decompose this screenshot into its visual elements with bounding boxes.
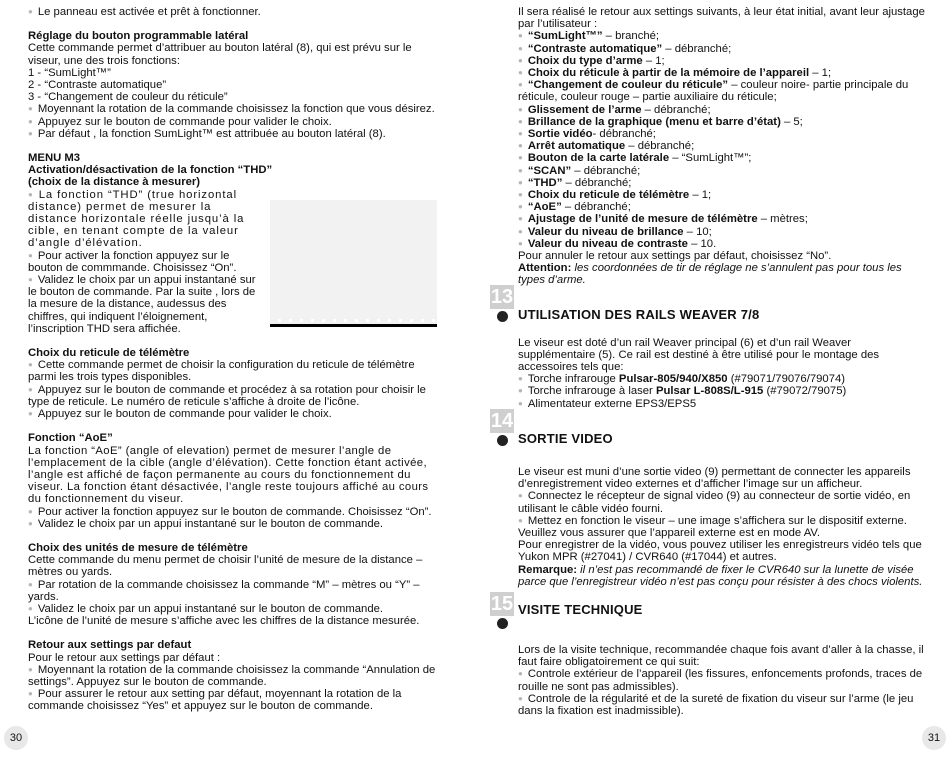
reticle-step-1: ● Cette commande permet de choisir la configuration du reticule de télémètre parmi les trois types disponibles. (28, 359, 438, 383)
accessory-1-label: Torche infrarouge (527, 373, 619, 386)
thd-subheading: (choix de la distance à mesurer) (28, 176, 201, 189)
aoe-heading: Fonction “AoE” (28, 432, 113, 445)
section-15-header (490, 592, 930, 622)
reset-setting-value: – 1; (642, 54, 665, 67)
thd-heading: Activation/désactivation de la fonction “THD” (28, 164, 273, 177)
reset-setting-item (518, 226, 928, 238)
reset-setting-item (518, 238, 928, 250)
weaver-accessory-3: ● Alimentateur externe EPS3/EPS5 (518, 398, 928, 410)
reset-setting-value: – débranché; (562, 176, 632, 189)
reset-setting-name: Bouton de la carte latérale (527, 152, 670, 165)
left-page-column (28, 6, 438, 713)
section-13-number: 13 (490, 286, 514, 308)
page-number-right: 31 (922, 726, 946, 750)
reset-setting-name: “SCAN” (527, 164, 572, 177)
section-15-number: 15 (490, 593, 514, 615)
attention-text: les coordonnées de tir de réglage ne s’annulent pas pour tous les types d’arme. (518, 262, 902, 287)
weaver-description: Le viseur est doté d’un rail Weaver principal (6) et d’un rail Weaver supplémentaire (5). Ce rail est destiné à être utilisé pour le montage des accessoires tels que: (518, 336, 880, 374)
reset-setting-item (518, 104, 928, 116)
units-note: L’icône de l’unité de mesure s’affiche avec les chiffres de la distance mesurée. (28, 615, 420, 628)
reset-settings-list (518, 30, 928, 250)
reset-setting-value: – 5; (780, 115, 803, 128)
reset-setting-value: – débranché; (561, 201, 631, 214)
reset-setting-name: “THD” (527, 176, 563, 189)
accessory-2-label: Torche infrarouge à laser (527, 385, 656, 398)
attention-note (518, 262, 928, 286)
side-button-step-2: ● Appuyez sur le bouton de commande pour valider le choix. (28, 116, 438, 128)
aoe-step-1: ● Pour activer la fonction appuyez sur le bouton de commande. Choisissez “On”. (28, 506, 438, 518)
reset-setting-item (518, 128, 928, 140)
section-14-number: 14 (490, 410, 514, 432)
reset-setting-item (518, 177, 928, 189)
reset-setting-item (518, 140, 928, 152)
reset-setting-item (518, 30, 928, 42)
reset-setting-item (518, 79, 928, 103)
reset-setting-item (518, 152, 928, 164)
thd-display-illustration (270, 200, 437, 327)
section-13-bullet-icon (497, 311, 508, 322)
side-button-option-2: 2 - “Contraste automatique” (28, 79, 167, 92)
accessory-2-codes: (#79072/79075) (763, 385, 847, 398)
section-14-bullet-icon (497, 435, 508, 446)
units-step-1: ● Par rotation de la commande choisissez la commande “M” – mètres ou “Y” – yards. (28, 579, 438, 603)
inspection-step-1: ● Controle extérieur de l’appareil (les fissures, enfoncements profonds, traces de rouille ne sont pas admissibles). (518, 668, 928, 692)
video-step-1: ● Connectez le récepteur de signal video (9) au connecteur de sortie vidéo, en utilisant le câble vidéo fourni. (518, 490, 928, 514)
reticle-step-3: ● Appuyez sur le bouton de commande pour valider le choix. (28, 408, 438, 420)
reticle-heading: Choix du reticule de télémètre (28, 347, 190, 360)
display-status-strip (270, 319, 437, 322)
section-15-title: VISITE TECHNIQUE (518, 602, 643, 617)
reset-setting-value: – 10. (687, 237, 717, 250)
reset-setting-name: Choix du réticule à partir de la mémoire de l’appareil (527, 67, 810, 80)
reset-setting-name: Valeur du niveau de brillance (527, 225, 684, 238)
reset-setting-item (518, 165, 928, 177)
reset-setting-value: – débranché; (625, 140, 695, 153)
reset-setting-name: “SumLight™” (527, 30, 603, 43)
video-step-2: ● Mettez en fonction le viseur – une image s’affichera sur le dispositif externe. Veuillez vous assurer que l’appareil externe est en mode AV. (518, 515, 928, 539)
thd-text-block (28, 189, 263, 335)
side-button-heading: Réglage du bouton programmable latéral (28, 30, 249, 43)
video-description: Le viseur est muni d’une sortie video (9) permettant de connecter les appareils d’enregistrement video externes et d’afficher l’image sur un afficheur. (518, 465, 911, 491)
reset-setting-value: – débranché; (571, 164, 641, 177)
reset-setting-value: – 1; (809, 67, 832, 80)
aoe-step-2: ● Validez le choix par un appui instantané sur le bouton de commande. (28, 518, 438, 530)
reset-setting-name: Brillance de la graphique (menu et barre d’état) (527, 115, 781, 128)
reset-setting-name: Choix du type d’arme (527, 54, 643, 67)
reset-setting-name: Glissement de l’arme (527, 103, 642, 116)
reset-setting-name: Ajustage de l’unité de mesure de télémètre (527, 213, 758, 226)
section-13-title: UTILISATION DES RAILS WEAVER 7/8 (518, 307, 760, 322)
section-14-header (490, 409, 930, 446)
reset-setting-item (518, 43, 928, 55)
reset-setting-item (518, 116, 928, 128)
menu-m3-heading: MENU M3 (28, 152, 81, 165)
reset-setting-item (518, 189, 928, 201)
reset-setting-value: – “SumLight™”; (669, 152, 752, 165)
side-button-description: Cette commande permet d’attribuer au bouton latéral (8), qui est prévu sur le viseur, une des trois fonctions: (28, 42, 412, 67)
remark-label: Remarque: (518, 563, 578, 576)
units-heading: Choix des unités de mesure de télémètre (28, 541, 248, 554)
reset-setting-item (518, 213, 928, 225)
reset-setting-name: Choix du reticule de télémètre (527, 189, 690, 202)
reset-setting-name: “Changement de couleur du réticule” (527, 79, 729, 92)
side-button-step-1: ● Moyennant la rotation de la commande choisissez la fonction que vous désirez. (28, 103, 438, 115)
accessory-1-model: Pulsar-805/940/X850 (618, 373, 728, 386)
side-button-option-3: 3 - “Changement de couleur du réticule” (28, 91, 228, 104)
reset-setting-name: Sortie vidéo (527, 128, 593, 141)
section-15-bullet-icon (497, 618, 508, 629)
reset-setting-value: – 10; (683, 225, 712, 238)
reset-setting-name: “AoE” (527, 201, 562, 214)
section-14-title: SORTIE VIDEO (518, 431, 613, 446)
weaver-accessory-2 (518, 385, 928, 397)
accessory-2-model: Pulsar L-808S/L-915 (655, 385, 764, 398)
video-remark (518, 564, 928, 588)
page-number-left: 30 (4, 726, 28, 750)
reset-setting-name: Valeur du niveau de contraste (527, 237, 688, 250)
reset-setting-name: Arrêt automatique (527, 140, 626, 153)
reset-setting-value: – couleur noire- partie principale du réticule, couleur rouge – partie auxiliaire du réticule; (518, 79, 909, 104)
reset-setting-item (518, 67, 928, 79)
reset-setting-value: – débranché; (662, 42, 732, 55)
video-recorders: Pour enregistrer de la vidéo, vous pouvez utiliser les enregistreurs vidéo tels que Yukon MPR (#27041) / CVR640 (#17044) et autres. (518, 539, 922, 564)
remark-text: il n’est pas recommandé de fixer le CVR640 sur la lunette de visée parce que l’enregistreur vidéo n’est pas conçu pour résister à des chocs violents. (518, 563, 923, 588)
accessory-1-codes: (#79071/79076/79074) (727, 373, 846, 386)
units-description: Cette commande du menu permet de choisir l’unité de mesure de la distance – mètres ou yards. (28, 554, 423, 579)
defaults-step-1: ● Moyennant la rotation de la commande choisissez la commande “Annulation de settings”. Appuyez sur le bouton de commande. (28, 664, 438, 688)
side-button-default: ● Par défaut , la fonction SumLight™ est attribuée au bouton latéral (8). (28, 128, 438, 140)
reset-setting-value: – 1; (689, 189, 712, 202)
thd-step-1: ● La fonction “THD” (true horizontal distance) permet de mesurer la distance horizontale réelle jusqu’à la cible, en tenant compte de la valeur d’angle d’élévation. (28, 189, 263, 250)
reset-setting-name: “Contraste automatique” (527, 42, 663, 55)
reset-setting-value: - débranché; (592, 128, 656, 141)
reset-setting-value: – mètres; (757, 213, 808, 226)
panel-status-text: ● Le panneau est activée et prêt à fonctionner. (28, 6, 438, 18)
reset-setting-item (518, 201, 928, 213)
weaver-accessory-1 (518, 373, 928, 385)
reset-cancel-note: Pour annuler le retour aux settings par défaut, choisissez “No”. (518, 250, 832, 263)
side-button-option-1: 1 - “SumLight™” (28, 66, 111, 79)
inspection-step-2: ● Controle de la régularité et de la sureté de fixation du viseur sur l’arme (le jeu dans la fixation est inadmissible). (518, 693, 928, 717)
reset-setting-value: – branché; (602, 30, 660, 43)
reset-setting-item (518, 55, 928, 67)
attention-label: Attention: (518, 262, 572, 275)
thd-step-2: ● Pour activer la fonction appuyez sur le bouton de commmande. Choisissez “On”. (28, 250, 263, 274)
defaults-heading: Retour aux settings par defaut (28, 639, 192, 652)
reset-intro: Il sera réalisé le retour aux settings suivants, à leur état initial, avant leur ajustage par l’utilisateur : (518, 6, 925, 31)
units-step-2: ● Validez le choix par un appui instantané sur le bouton de commande. (28, 603, 438, 615)
defaults-intro: Pour le retour aux settings par défaut : (28, 651, 221, 664)
section-13-header (490, 285, 930, 322)
defaults-step-2: ● Pour assurer le retour aux setting par défaut, moyennant la rotation de la commande choisissez “Yes” et appuyez sur le bouton de commande. (28, 688, 438, 712)
reset-setting-value: – débranché; (641, 103, 711, 116)
aoe-description: La fonction “AoE” (angle of elevation) permet de mesurer l’angle de l’emplacement de la cible (angle d’élévation). Cette fonction étant activée, l’angle est affiché de façon permanente au cours du fonctionnement du viseur. La fonction étant désactivée, l’angle reste toujours affiché au cours du fonctionnement du viseur. (28, 444, 429, 506)
thd-step-3: ● Validez le choix par un appui instantané sur le bouton de commande. Par la suite , lors de la mesure de la distance, audessus des chiffres, qui indiquent l’éloignement, l’inscription THD sera affichée. (28, 274, 263, 335)
reticle-step-2: ● Appuyez sur le bouton de commande et procédez à sa rotation pour choisir le type de reticule. Le numéro de reticule s’affiche à droite de l’icône. (28, 384, 438, 408)
inspection-description: Lors de la visite technique, recommandée chaque fois avant d’aller à la chasse, il faut faire obligatoirement ce qui suit: (518, 643, 924, 669)
